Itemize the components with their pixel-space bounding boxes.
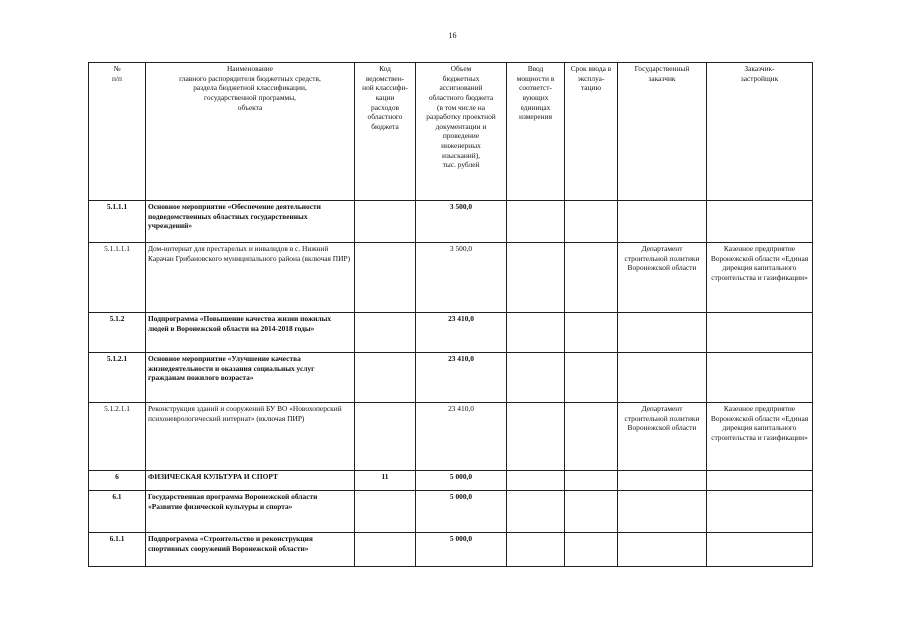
row-developer — [707, 533, 813, 567]
col-capacity-header: Ввод мощности в соответст- вующих единицах измерения — [507, 63, 565, 201]
row-capacity — [507, 533, 565, 567]
row-volume: 5 000,0 — [416, 533, 507, 567]
row-code: 11 — [355, 471, 416, 491]
row-name: Дом-интернат для престарелых и инвалидов в с. Нижний Карачан Грибановского муниципального района (включая ПИР) — [146, 243, 355, 313]
row-term — [565, 533, 618, 567]
table-row — [89, 353, 813, 403]
row-code — [355, 201, 416, 243]
table-row — [89, 313, 813, 353]
row-capacity — [507, 471, 565, 491]
row-customer — [618, 471, 707, 491]
row-customer — [618, 353, 707, 403]
table-row — [89, 201, 813, 243]
row-name: Подпрограмма «Строительство и реконструкция спортивных сооружений Воронежской области» — [146, 533, 355, 567]
row-developer — [707, 313, 813, 353]
row-number: 5.1.2.1 — [89, 353, 146, 403]
row-name: Реконструкция зданий и сооружений БУ ВО «Новохоперский психоневрологический интернат» (включая ПИР) — [146, 403, 355, 471]
row-name: Основное мероприятие «Обеспечение деятельности подведомственных областных государственных учреждений» — [146, 201, 355, 243]
table-row — [89, 243, 813, 313]
row-term — [565, 471, 618, 491]
row-name: Основное мероприятие «Улучшение качества жизнедеятельности и оказания социальных услуг гражданам пожилого возраста» — [146, 353, 355, 403]
row-volume: 3 500,0 — [416, 201, 507, 243]
row-capacity — [507, 353, 565, 403]
row-volume: 5 000,0 — [416, 471, 507, 491]
row-customer: Департамент строительной политики Воронежской области — [618, 243, 707, 313]
row-code — [355, 533, 416, 567]
row-number: 5.1.2.1.1 — [89, 403, 146, 471]
row-name: Государственная программа Воронежской области «Развитие физической культуры и спорта» — [146, 491, 355, 533]
row-term — [565, 313, 618, 353]
row-number: 6.1 — [89, 491, 146, 533]
row-developer — [707, 353, 813, 403]
col-name-header: Наименование главного распорядителя бюджетных средств, раздела бюджетной классификации, государственной программы, объекта — [146, 63, 355, 201]
row-number: 6 — [89, 471, 146, 491]
table-body — [89, 201, 813, 567]
row-customer — [618, 533, 707, 567]
row-term — [565, 243, 618, 313]
row-term — [565, 353, 618, 403]
row-number: 5.1.2 — [89, 313, 146, 353]
table-row — [89, 403, 813, 471]
row-volume: 23 410,0 — [416, 313, 507, 353]
row-term — [565, 491, 618, 533]
table-row — [89, 533, 813, 567]
row-code — [355, 313, 416, 353]
row-term — [565, 403, 618, 471]
capital-investments-table — [88, 62, 813, 567]
row-name: ФИЗИЧЕСКАЯ КУЛЬТУРА И СПОРТ — [146, 471, 355, 491]
row-developer — [707, 471, 813, 491]
row-customer — [618, 491, 707, 533]
row-capacity — [507, 491, 565, 533]
row-number: 6.1.1 — [89, 533, 146, 567]
row-developer: Казенное предприятие Воронежской области «Единая дирекция капитального строительства и газификации» — [707, 403, 813, 471]
row-volume: 5 000,0 — [416, 491, 507, 533]
row-volume: 23 410,0 — [416, 403, 507, 471]
row-volume: 3 500,0 — [416, 243, 507, 313]
row-code — [355, 353, 416, 403]
row-customer: Департамент строительной политики Воронежской области — [618, 403, 707, 471]
col-term-header: Срок ввода в эксплуа- тацию — [565, 63, 618, 201]
col-volume-header: Объем бюджетных ассигнований областного бюджета (в том числе на разработку проектной документации и проведение инженерных изысканий), тыс. рублей — [416, 63, 507, 201]
col-customer-header: Государственный заказчик — [618, 63, 707, 201]
page-number: 16 — [448, 31, 457, 40]
row-developer — [707, 491, 813, 533]
col-developer-header: Заказчик- застройщик — [707, 63, 813, 201]
row-capacity — [507, 201, 565, 243]
col-code-header: Код ведомствен- ной классифи- кации расходов областного бюджета — [355, 63, 416, 201]
table-row — [89, 491, 813, 533]
col-number-header: № п/п — [89, 63, 146, 201]
row-developer: Казенное предприятие Воронежской области «Единая дирекция капитального строительства и газификации» — [707, 243, 813, 313]
row-volume: 23 410,0 — [416, 353, 507, 403]
table-row — [89, 471, 813, 491]
row-customer — [618, 201, 707, 243]
row-code — [355, 243, 416, 313]
row-term — [565, 201, 618, 243]
table-header-row — [89, 63, 813, 201]
row-number: 5.1.1.1.1 — [89, 243, 146, 313]
row-capacity — [507, 313, 565, 353]
row-code — [355, 403, 416, 471]
row-code — [355, 491, 416, 533]
row-customer — [618, 313, 707, 353]
row-name: Подпрограмма «Повышение качества жизни пожилых людей в Воронежской области на 2014-2018 годы» — [146, 313, 355, 353]
row-capacity — [507, 403, 565, 471]
row-number: 5.1.1.1 — [89, 201, 146, 243]
row-developer — [707, 201, 813, 243]
row-capacity — [507, 243, 565, 313]
